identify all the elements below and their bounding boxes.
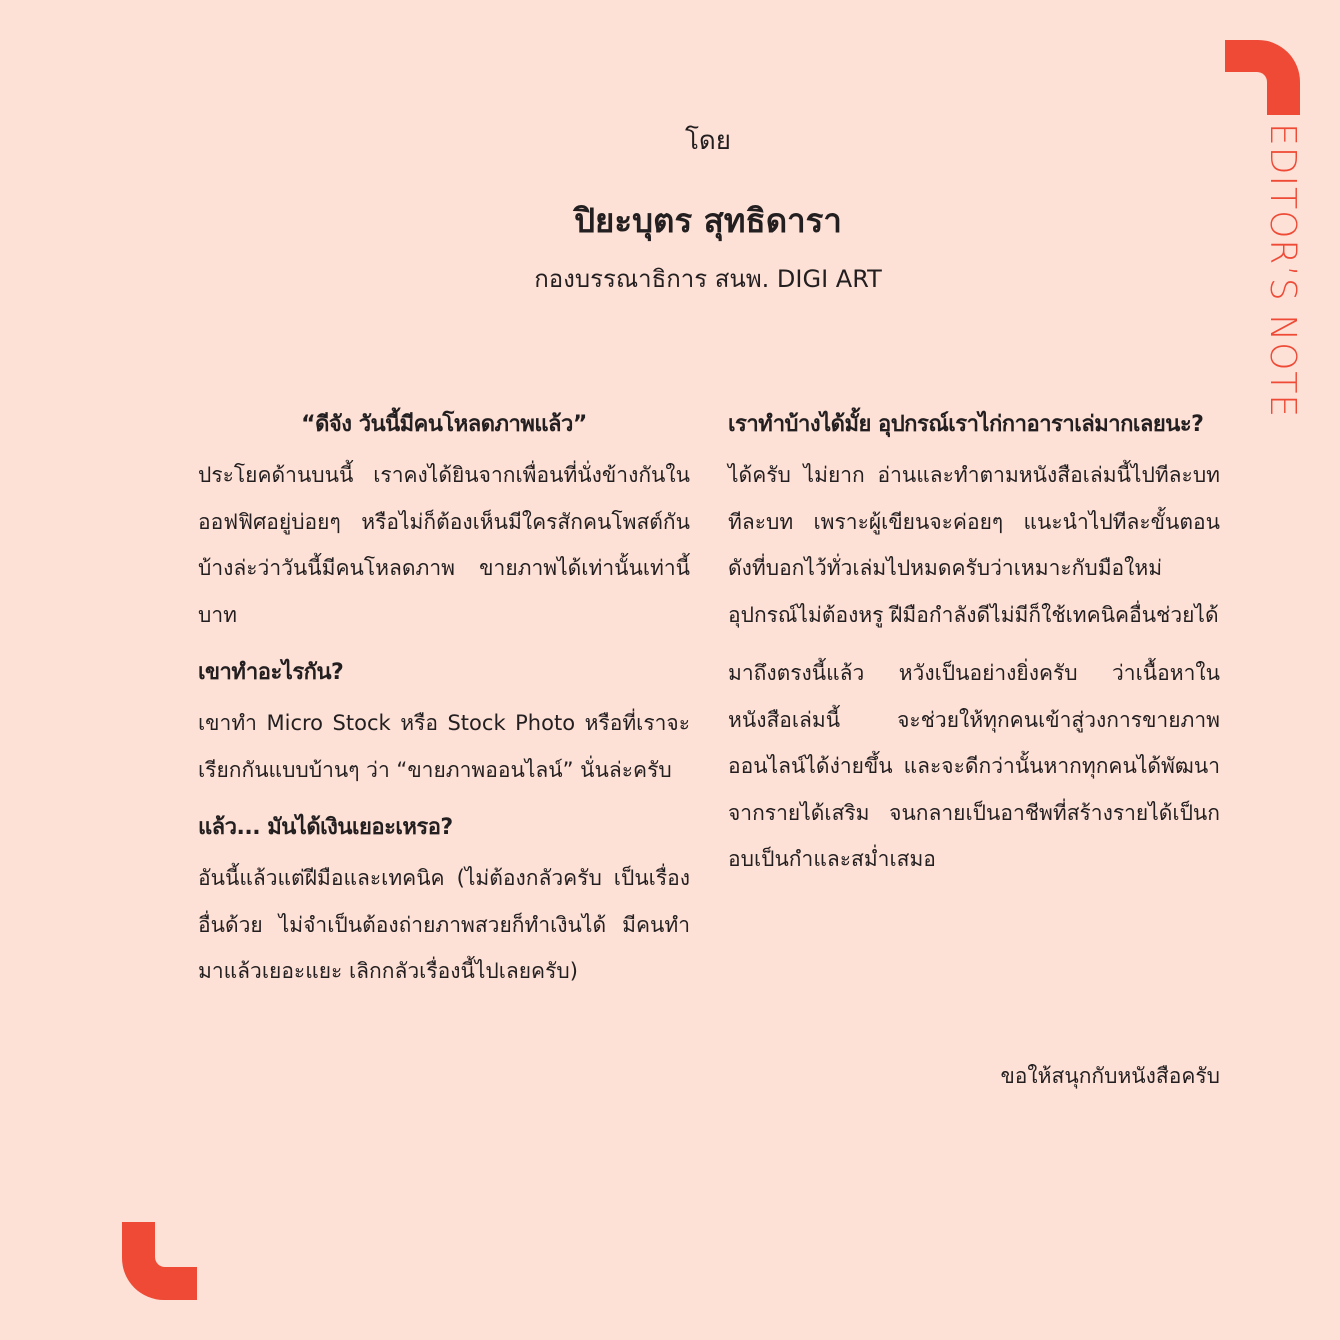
section-heading: “ดีจัง วันนี้มีคนโหลดภาพแล้ว”	[301, 412, 587, 437]
paragraph: ได้ครับ ไม่ยาก อ่านและทำตามหนังสือเล่มนี้ไปทีละบท ทีละบท เพราะผู้เขียนจะค่อยๆ แนะนำไปทีละขั้นตอน ดังที่บอกไว้ทั่วเล่มไปหมดครับว่าเหมาะกับมือใหม่ อุปกรณ์ไม่ต้องหรู ฝีมือกำลังดีไม่มีก็ใช้เทคนิคอื่นช่วยได้	[728, 463, 1220, 627]
corner-bracket-top	[1225, 40, 1300, 115]
section-label: EDITOR’S NOTE	[1262, 123, 1303, 419]
left-column	[198, 402, 690, 1007]
paragraph: อันนี้แล้วแต่ฝีมือและเทคนิค (ไม่ต้องกลัวครับ เป็นเรื่องอื่นด้วย ไม่จำเป็นต้องถ่ายภาพสวยก็ทำเงินได้ มีคนทำมาแล้วเยอะแยะ เลิกกลัวเรื่องนี้ไปเลยครับ)	[198, 866, 690, 983]
paragraph: ประโยคด้านบนนี้ เราคงได้ยินจากเพื่อนที่นั่งข้างกันในออฟฟิศอยู่บ่อยๆ หรือไม่ก็ต้องเห็นมีใครสักคนโพสต์กันบ้างล่ะว่าวันนี้มีคนโหลดภาพ ขายภาพได้เท่านั้นเท่านี้บาท	[198, 463, 690, 627]
section-heading: เราทำบ้างได้มั้ย อุปกรณ์เราไก่กาอาราเล่มากเลยนะ?	[728, 412, 1204, 437]
section-heading: เขาทำอะไรกัน?	[198, 660, 344, 685]
paragraph: เขาทำ Micro Stock หรือ Stock Photo หรือที่เราจะเรียกกันแบบบ้านๆ ว่า “ขายภาพออนไลน์” นั่นล่ะครับ	[198, 711, 690, 782]
section-heading: แล้ว... มันได้เงินเยอะเหรอ?	[198, 815, 453, 840]
closing-line: ขอให้สนุกกับหนังสือครับ	[1000, 1064, 1220, 1088]
corner-bracket-bottom	[122, 1222, 197, 1300]
right-column	[728, 402, 1220, 895]
author-name: ปิยะบุตร สุทธิดารา	[574, 201, 842, 240]
author-role: กองบรรณาธิการ สนพ. DIGI ART	[534, 265, 882, 293]
byline: โดย	[684, 126, 732, 156]
paragraph: มาถึงตรงนี้แล้ว หวังเป็นอย่างยิ่งครับ ว่าเนื้อหาในหนังสือเล่มนี้ จะช่วยให้ทุกคนเข้าสู่วงการขายภาพออนไลน์ได้ง่ายขึ้น และจะดีกว่านั้นหากทุกคนได้พัฒนาจากรายได้เสริม จนกลายเป็นอาชีพที่สร้างรายได้เป็นกอบเป็นกำและสม่ำเสมอ	[728, 661, 1220, 871]
